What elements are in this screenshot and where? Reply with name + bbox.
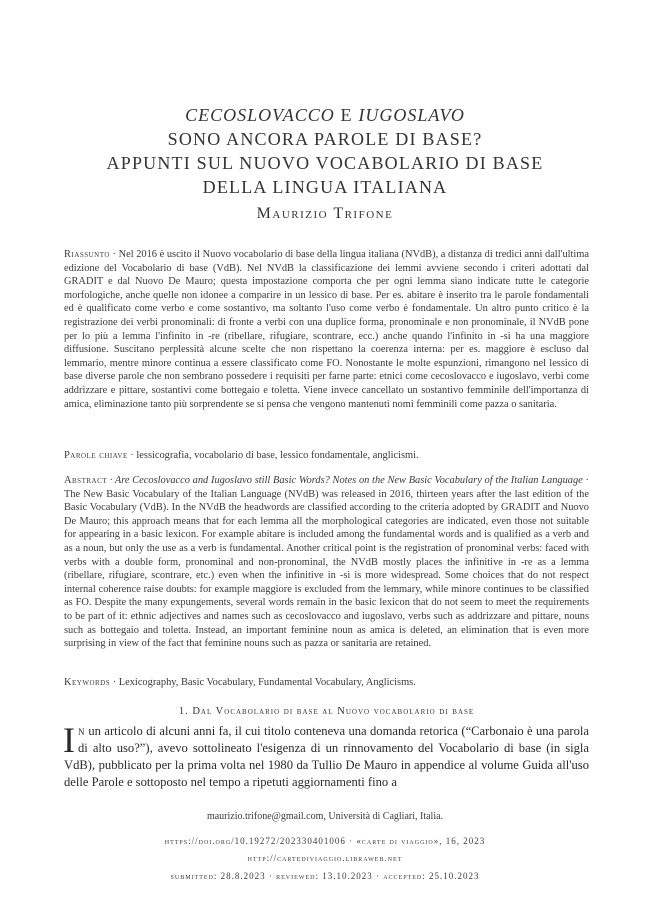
submission-dates: submitted: 28.8.2023 · reviewed: 13.10.2023 · accepted: 25.10.2023 [170, 871, 480, 881]
riassunto-paragraph [64, 248, 589, 411]
riassunto-text: · Nel 2016 è uscito il Nuovo vocabolario di base della lingua italiana (NVdB), a distanza di tredici anni dall'ultima edizione del Vocabolario di base (VdB). Nel NVdB la classificazione dei lemmi avviene secondo i criteri adottati dal GRADIT e dal Nuovo De Mauro; questa impostazione comporta che per ogni lemma siano indicate tutte le categorie morfologiche, anche quelle non idonee a comparire in un lessico di base. Per es. abitare è inserito tra le parole fondamentali ed è qualificato come verbo e come sostantivo, ma soltanto l'uso come verbo è fondamentale. Un altro punto critico è la registrazione dei verbi pronominali: di fronte a verbi con una duplice forma, pronominale e non pronominale, il NVdB pone per lo più a lemma l'infinito in -re (ribellare, rifugiare, scontrare, ecc.) anche quando l'infinito in -si ha una maggiore diffusione. Suscitano perplessità alcune scelte che non rispettano la coerenza interna: per es. maggiore è escluso dal lemmario, mentre minore continua a essere classificato come FO. Nonostante le molte espunzioni, rimangono nel lessico di base diverse parole che non sembrano possedere i requisiti per farne parte: etnici come cecoslovacco e iugoslavo, verbi come addrizzare e pittare, sostantivi come bottegaio e toletta. Viene invece cancellato un sostantivo femminile dell'importanza di amica, eliminazione tanto più sorprendente se si pensa che vengono mantenuti nomi femminili come pazza o sanitaria. [64, 249, 589, 410]
abstract-title: · Are Cecoslovacco and Iugoslavo still Basic Words? Notes on the New Basic Vocabulary of the Italian Language [107, 475, 583, 486]
riassunto-label: Riassunto [64, 249, 110, 260]
title-line-3: APPUNTI SUL NUOVO VOCABOLARIO DI BASE [106, 153, 544, 173]
keywords-text: · Lexicography, Basic Vocabulary, Fundamental Vocabulary, Anglicisms. [110, 677, 416, 688]
title-word-e: E [340, 105, 353, 125]
section-heading: 1. Dal Vocabolario di base al Nuovo vocabolario di base [178, 706, 475, 717]
title-line-1 [40, 103, 610, 127]
title-line-4: DELLA LINGUA ITALIANA [202, 177, 448, 197]
parole-chiave-text: · lessicografia, vocabolario di base, lessico fondamentale, anglicismi. [127, 450, 419, 461]
body-paragraph [63, 720, 589, 791]
first-word-rest: n [78, 724, 85, 738]
author-email-affiliation: maurizio.trifone@gmail.com, Università di Cagliari, Italia. [206, 811, 444, 822]
abstract-label: Abstract [64, 475, 108, 486]
body-text: un articolo di alcuni anni fa, il cui titolo conteneva una domanda retorica (“Carbonaio è una parola di alto uso?”), avevo sottolineato l'esigenza di un rinnovamento del Vocabolario di base (in sigla VdB), pubblicato per la prima volta nel 1980 da Tullio De Mauro in appendice al volume Guida all'uso delle Parole e sottoposto nel tempo a ripetuti aggiornamenti fino a [64, 724, 589, 789]
journal-url: http://cartediviaggio.libraweb.net [247, 853, 403, 863]
abstract-paragraph [64, 474, 589, 651]
parole-chiave-paragraph [64, 449, 589, 463]
title-word-iugoslavo: IUGOSLAVO [358, 105, 465, 125]
keywords-label: Keywords [64, 677, 111, 688]
keywords-paragraph [64, 676, 589, 690]
abstract-text: · The New Basic Vocabulary of the Italian Language (NVdB) was released in 2016, thirteen years after the last edition of the Basic Vocabulary (VdB). In the NVdB the headwords are classified according to the criteria adopted by GRADIT and Nuovo De Mauro; this approach means that for each lemma all the morphological categories are indicated, even those not suitable for appearing in a basic lexicon. For example abitare is included among the fundamental words and is qualified as a verb and as a noun, but only the use as a verb is fundamental. Another critical point is the registration of pronominal verbs: faced with verbs with a double form, pronominal and non-pronominal, the NVdB mostly places the infinitive in -re as a lemma (ribellare, rifugiare, scontrare, etc.) even when the infinitive in -si is more widespread. Some choices that do not respect internal coherence raise doubts: for example maggiore is excluded from the lemmary, while minore continues to be classified as FO. Despite the many expungements, several words remain in the basic lexicon that do not seem to meet the requirements to be part of it: ethnic adjectives and names such as cecoslovacco and iugoslavo, verbs such as addrizzare and pittare, nouns such as bottegaio and toletta. Instead, an important feminine noun as amica is deleted, an elimination that is even more surprising in view of the fact that feminine nouns such as pazza or sanitaria are retained. [64, 475, 589, 650]
parole-chiave-label: Parole chiave [64, 450, 128, 461]
title-line-2: SONO ANCORA PAROLE DI BASE? [167, 129, 483, 149]
drop-cap: I [63, 720, 75, 760]
author-name: Maurizio Trifone [256, 205, 394, 222]
doi-line: https://doi.org/10.19272/202330401006 · «carte di viaggio», 16, 2023 [164, 836, 486, 846]
title-word-cecoslovacco: CECOSLOVACCO [185, 105, 335, 125]
